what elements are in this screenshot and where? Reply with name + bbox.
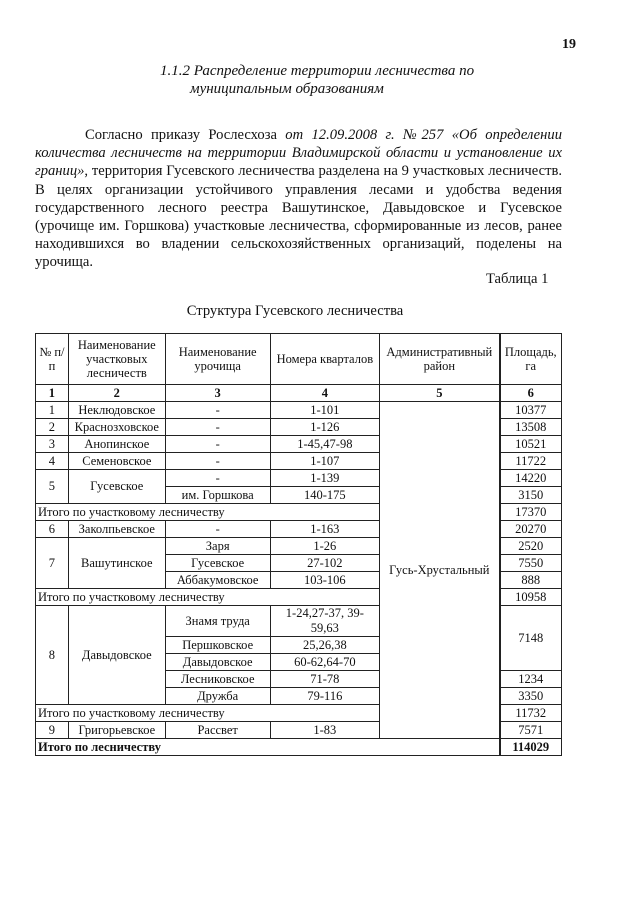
- row-number: 4: [36, 453, 69, 470]
- subtotal-label: Итого по участковому лесничеству: [36, 705, 380, 722]
- col-number: 2: [68, 385, 165, 402]
- subtotal-label: Итого по участковому лесничеству: [36, 589, 380, 606]
- tract-name: Лесниковское: [165, 671, 270, 688]
- quarter-numbers: 1-24,27-37, 39-59,63: [270, 606, 380, 637]
- tract-name: -: [165, 436, 270, 453]
- forestry-name: Неклюдовское: [68, 402, 165, 419]
- header-cell: Площадь, га: [500, 334, 562, 385]
- district-cell: Гусь-Хрустальный: [380, 402, 500, 739]
- forestry-name: Заколпьевское: [68, 521, 165, 538]
- quarter-numbers: 79-116: [270, 688, 380, 705]
- para-text: Согласно приказу Рослесхоза: [85, 127, 286, 143]
- para-italic-citation: от 12.09.2008 г. №257 «Об определении количества лесничеств на территории Владимирской области и установление их границ»: [35, 127, 562, 180]
- tract-name: Аббакумовское: [165, 572, 270, 589]
- area-cell: 2520: [500, 538, 562, 555]
- forestry-name: Давыдовское: [68, 606, 165, 705]
- area-cell: 11732: [500, 705, 562, 722]
- header-cell: Наименование участковых лесничеств: [68, 334, 165, 385]
- tract-name: Заря: [165, 538, 270, 555]
- tract-name: -: [165, 521, 270, 538]
- area-cell: 17370: [500, 504, 562, 521]
- tract-name: Дружба: [165, 688, 270, 705]
- forestry-name: Вашутинское: [68, 538, 165, 589]
- area-cell: 7571: [500, 722, 562, 739]
- quarter-numbers: 1-107: [270, 453, 380, 470]
- quarter-numbers: 60-62,64-70: [270, 654, 380, 671]
- col-number: 6: [500, 385, 562, 402]
- tract-name: -: [165, 470, 270, 487]
- quarter-numbers: 1-126: [270, 419, 380, 436]
- area-cell: 7550: [500, 555, 562, 572]
- col-number: 1: [36, 385, 69, 402]
- header-cell: Наименование урочища: [165, 334, 270, 385]
- row-number: 5: [36, 470, 69, 504]
- forestry-name: Семеновское: [68, 453, 165, 470]
- page-number: 19: [562, 37, 576, 52]
- column-number-row: [36, 385, 562, 402]
- forestry-structure-table: [35, 333, 562, 756]
- area-cell: 3150: [500, 487, 562, 504]
- quarter-numbers: 1-83: [270, 722, 380, 739]
- tract-name: -: [165, 419, 270, 436]
- forestry-name: Краснозховское: [68, 419, 165, 436]
- row-number: 9: [36, 722, 69, 739]
- subtotal-label: Итого по участковому лесничеству: [36, 504, 380, 521]
- header-cell: Административный район: [380, 334, 500, 385]
- table-caption: Структура Гусевского лесничества: [186, 303, 404, 319]
- tract-name: Першковское: [165, 637, 270, 654]
- forestry-name: Григорьевское: [68, 722, 165, 739]
- tract-name: Гусевское: [165, 555, 270, 572]
- table-row: [36, 402, 562, 419]
- quarter-numbers: 103-106: [270, 572, 380, 589]
- header-cell: Номера кварталов: [270, 334, 380, 385]
- header-cell: № п/п: [36, 334, 69, 385]
- body-paragraph: [35, 126, 562, 272]
- quarter-numbers: 1-163: [270, 521, 380, 538]
- row-number: 2: [36, 419, 69, 436]
- area-cell: 10377: [500, 402, 562, 419]
- area-cell: 20270: [500, 521, 562, 538]
- area-cell: 14220: [500, 470, 562, 487]
- tract-name: -: [165, 453, 270, 470]
- section-heading-line1: 1.1.2 Распределение территории лесничества по: [160, 63, 475, 79]
- col-number: 3: [165, 385, 270, 402]
- quarter-numbers: 1-45,47-98: [270, 436, 380, 453]
- area-cell: 11722: [500, 453, 562, 470]
- quarter-numbers: 1-101: [270, 402, 380, 419]
- area-cell: 7148: [500, 606, 562, 671]
- quarter-numbers: 27-102: [270, 555, 380, 572]
- total-area: 114029: [500, 739, 562, 756]
- col-number: 4: [270, 385, 380, 402]
- tract-name: -: [165, 402, 270, 419]
- tract-name: Знамя труда: [165, 606, 270, 637]
- forestry-name: Гусевское: [68, 470, 165, 504]
- section-heading-line2: муниципальным образованиям: [190, 81, 384, 97]
- row-number: 8: [36, 606, 69, 705]
- area-cell: 888: [500, 572, 562, 589]
- area-cell: 3350: [500, 688, 562, 705]
- quarter-numbers: 140-175: [270, 487, 380, 504]
- total-row: [36, 739, 562, 756]
- row-number: 3: [36, 436, 69, 453]
- tract-name: Рассвет: [165, 722, 270, 739]
- header-row: [36, 334, 562, 385]
- forestry-name: Анопинское: [68, 436, 165, 453]
- tract-name: им. Горшкова: [165, 487, 270, 504]
- row-number: 7: [36, 538, 69, 589]
- table-label: Таблица 1: [486, 271, 549, 287]
- quarter-numbers: 1-139: [270, 470, 380, 487]
- quarter-numbers: 71-78: [270, 671, 380, 688]
- col-number: 5: [380, 385, 500, 402]
- area-cell: 10958: [500, 589, 562, 606]
- para-text: , территория Гусевского лесничества разделена на 9 участковых лесничеств. В целях организации устойчивого управления лесами и удобства ведения государственного лесного реестра Вашутинское, Давыдовское и Гусевское (урочище им. Горшкова) участковые лесничества, сформированные из лесов, ранее находившихся во владении сельскохозяйственных организаций, поделены на урочища.: [35, 163, 562, 271]
- area-cell: 13508: [500, 419, 562, 436]
- area-cell: 1234: [500, 671, 562, 688]
- tract-name: Давыдовское: [165, 654, 270, 671]
- area-cell: 10521: [500, 436, 562, 453]
- row-number: 1: [36, 402, 69, 419]
- total-label: Итого по лесничеству: [36, 739, 500, 756]
- row-number: 6: [36, 521, 69, 538]
- quarter-numbers: 1-26: [270, 538, 380, 555]
- quarter-numbers: 25,26,38: [270, 637, 380, 654]
